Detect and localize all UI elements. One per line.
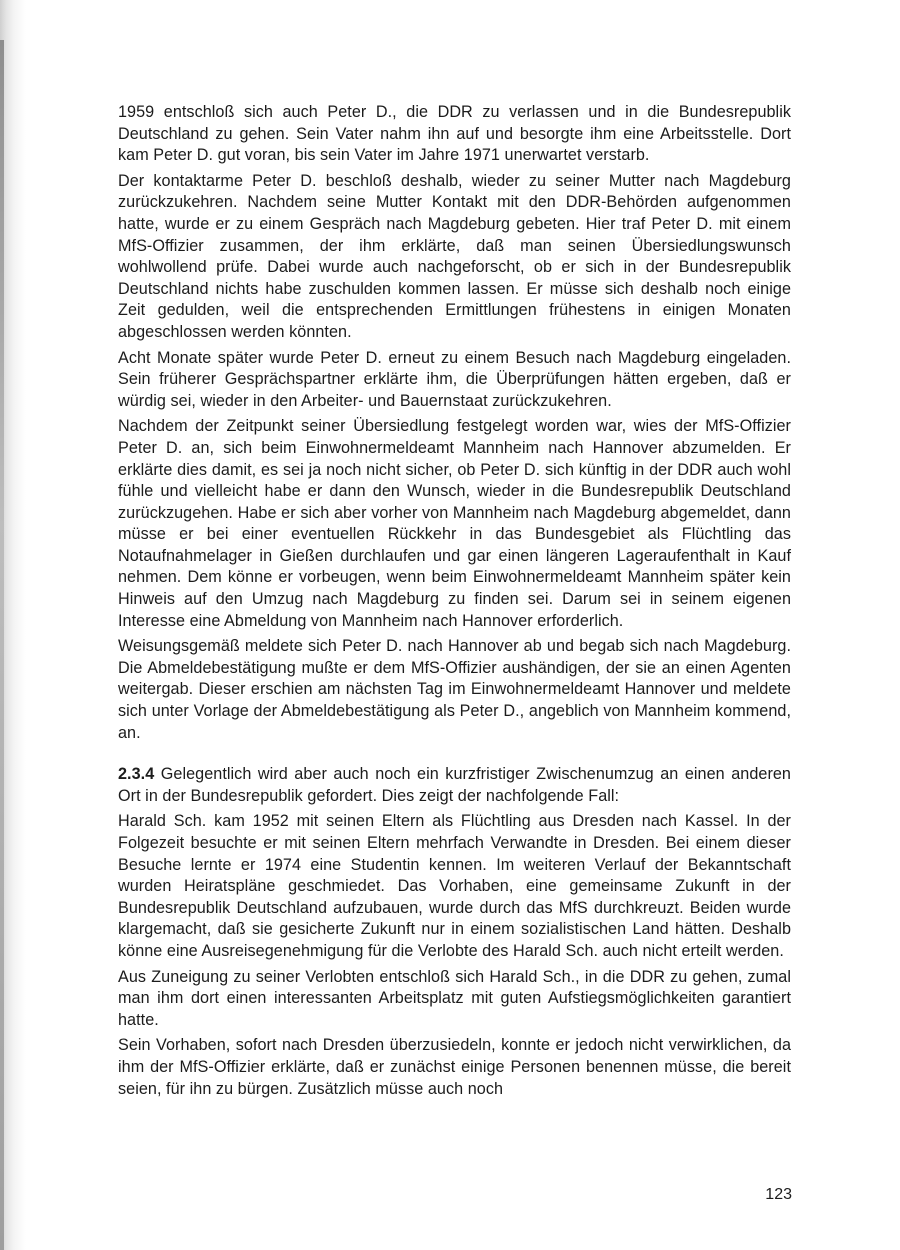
paragraph-1: 1959 entschloß sich auch Peter D., die DDR zu verlassen und in die Bundesrepublik Deutschland zu gehen. Sein Vater nahm ihn auf und besorgte ihm eine Arbeitsstelle. Dort kam Peter D. gut voran, bis sein Vater im Jahre 1971 unerwartet verstarb. — [118, 103, 791, 165]
section-number: 2.3.4 — [118, 765, 155, 784]
page-number: 123 — [765, 1186, 792, 1203]
paragraph-7: Aus Zuneigung zu seiner Verlobten entschloß sich Harald Sch., in die DDR zu gehen, zumal man ihm dort einen interessanten Arbeitsplatz mit guten Aufstiegsmöglichkeiten garantiert hatte. — [118, 967, 791, 1029]
paragraph-4: Nachdem der Zeitpunkt seiner Übersiedlung festgelegt worden war, wies der MfS-Offizier Peter D. an, sich beim Einwohnermeldeamt Mannheim nach Hannover abzumelden. Er erklärte dies damit, es sei ja noch nicht sicher, ob Peter D. sich künftig in der DDR auch wohl fühle und vielleicht habe er dann den Wunsch, wieder in die Bundesrepublik Deutschland zurückzugehen. Habe er sich aber vorher von Mannheim nach Magdeburg abgemeldet, dann müsse er bei einer eventuellen Rückkehr in das Bundesgebiet als Flüchtling das Notaufnahmelager in Gießen durchlaufen und gar einen längeren Lageraufenthalt in Kauf nehmen. Dem könne er vorbeugen, wenn beim Einwohnermeldeamt Mannheim später kein Hinweis auf den Umzug nach Magdeburg zu finden sei. Darum sei in seinem eigenen Interesse eine Abmeldung von Mannheim nach Hannover erforderlich. — [118, 417, 791, 630]
paragraph-2: Der kontaktarme Peter D. beschloß deshalb, wieder zu seiner Mutter nach Magdeburg zurückzukehren. Nachdem seine Mutter Kontakt mit den DDR-Behörden aufgenommen hatte, wurde er zu einem Gespräch nach Magdeburg gebeten. Hier traf Peter D. mit einem MfS-Offizier zusammen, der ihm erklärte, daß man seinen Übersiedlungswunsch wohlwollend prüfe. Dabei wurde auch nachgeforscht, ob er sich in der Bundesrepublik Deutschland nichts habe zuschulden kommen lassen. Er müsse sich deshalb noch einige Zeit gedulden, weil die entsprechenden Ermittlungen frühestens in einigen Monaten abgeschlossen werden könnten. — [118, 171, 791, 341]
paragraph-6: Harald Sch. kam 1952 mit seinen Eltern als Flüchtling aus Dresden nach Kassel. In der Folgezeit besuchte er mit seinen Eltern mehrfach Verwandte in Dresden. Bei einem dieser Besuche lernte er 1974 eine Studentin kennen. Im weiteren Verlauf der Bekanntschaft wurden Heiratspläne geschmiedet. Das Vorhaben, eine gemeinsame Zukunft in der Bundesrepublik Deutschland aufzubauen, wurde durch das MfS durchkreuzt. Beiden wurde klargemacht, daß sie gesicherte Zukunft nur in einem sozialistischen Land hätten. Deshalb könne eine Ausreisegenehmigung für die Verlobte des Harald Sch. auch nicht erteilt werden. — [118, 812, 791, 960]
scan-binding-line — [0, 40, 4, 1250]
text-column — [118, 102, 791, 1104]
paragraph-5: Weisungsgemäß meldete sich Peter D. nach Hannover ab und begab sich nach Magdeburg. Die Abmeldebestätigung mußte er dem MfS-Offizier aushändigen, der sie an einen Agenten weitergab. Dieser erschien am nächsten Tag im Einwohnermeldeamt Hannover und meldete sich unter Vorlage der Abmeldebestätigung als Peter D., angeblich von Mannheim kommend, an. — [118, 637, 791, 742]
paragraph-3: Acht Monate später wurde Peter D. erneut zu einem Besuch nach Magdeburg eingeladen. Sein früherer Gesprächspartner erklärte ihm, die Überprüfungen hätten ergeben, daß er würdig sei, wieder in den Arbeiter- und Bauernstaat zurückzukehren. — [118, 348, 791, 410]
section-paragraph — [118, 764, 791, 807]
section-lead-text: Gelegentlich wird aber auch noch ein kurzfristiger Zwischenumzug an einen anderen Ort in der Bundesrepublik gefordert. Dies zeigt der nachfolgende Fall: — [118, 765, 791, 805]
paragraph-8: Sein Vorhaben, sofort nach Dresden überzusiedeln, konnte er jedoch nicht verwirklichen, da ihm der MfS-Offizier erklärte, daß er zunächst einige Personen benennen müsse, die bereit seien, für ihn zu bürgen. Zusätzlich müsse auch noch — [118, 1036, 791, 1098]
